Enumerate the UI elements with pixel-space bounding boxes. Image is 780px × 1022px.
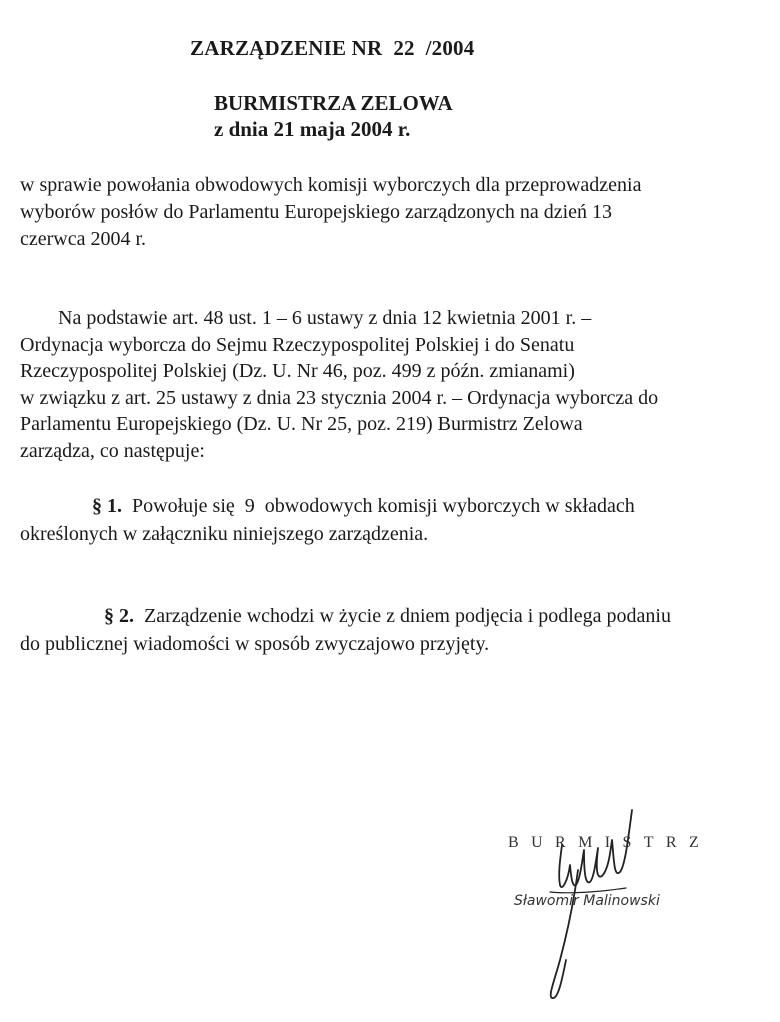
legal-basis-line: zarządza, co następuje: <box>20 439 205 462</box>
legal-basis-paragraph <box>20 305 780 464</box>
subject-line: wyborów posłów do Parlamentu Europejskiego zarządzonych na dzień 13 <box>20 201 613 223</box>
subject-line: w sprawie powołania obwodowych komisji wyborczych dla przeprowadzenia <box>20 174 642 196</box>
issuer-block <box>214 90 453 142</box>
section-2-first-line <box>20 602 671 630</box>
section-1-second-line: określonych w załączniku niniejszego zarządzenia. <box>20 523 429 545</box>
issue-date: z dnia 21 maja 2004 r. <box>214 117 411 141</box>
section-1-text: Powołuje się 9 obwodowych komisji wyborczych w składach <box>122 495 635 517</box>
section-1 <box>20 492 635 548</box>
subject-paragraph <box>20 172 770 253</box>
section-2-symbol: § 2. <box>104 605 134 627</box>
document-title: ZARZĄDZENIE NR 22 /2004 <box>190 36 475 60</box>
legal-basis-line: w związku z art. 25 ustawy z dnia 23 stycznia 2004 r. – Ordynacja wyborcza do <box>20 386 659 409</box>
signatory-name: Sławomir Malinowski <box>514 893 660 909</box>
legal-basis-line: Na podstawie art. 48 ust. 1 – 6 ustawy z dnia 12 kwietnia 2001 r. – <box>58 307 592 329</box>
section-2-second-line: do publicznej wiadomości w sposób zwyczajowo przyjęty. <box>20 633 490 655</box>
section-1-first-line <box>20 492 635 520</box>
legal-basis-line: Ordynacja wyborcza do Sejmu Rzeczypospolitej Polskiej i do Senatu <box>20 333 575 356</box>
section-1-symbol: § 1. <box>92 495 122 517</box>
legal-basis-line: Rzeczypospolitej Polskiej (Dz. U. Nr 46, poz. 499 z późn. zmianami) <box>20 360 575 382</box>
signatory-title: BURMISTRZ <box>508 834 712 851</box>
handwritten-signature <box>530 800 670 1000</box>
legal-basis-line: Parlamentu Europejskiego (Dz. U. Nr 25, poz. 219) Burmistrz Zelowa <box>20 413 583 435</box>
section-2-text: Zarządzenie wchodzi w życie z dniem podjęcia i podlega podaniu <box>134 605 671 627</box>
subject-line: czerwca 2004 r. <box>20 228 147 250</box>
issuer-name: BURMISTRZA ZELOWA <box>214 91 453 115</box>
section-2 <box>20 602 671 658</box>
